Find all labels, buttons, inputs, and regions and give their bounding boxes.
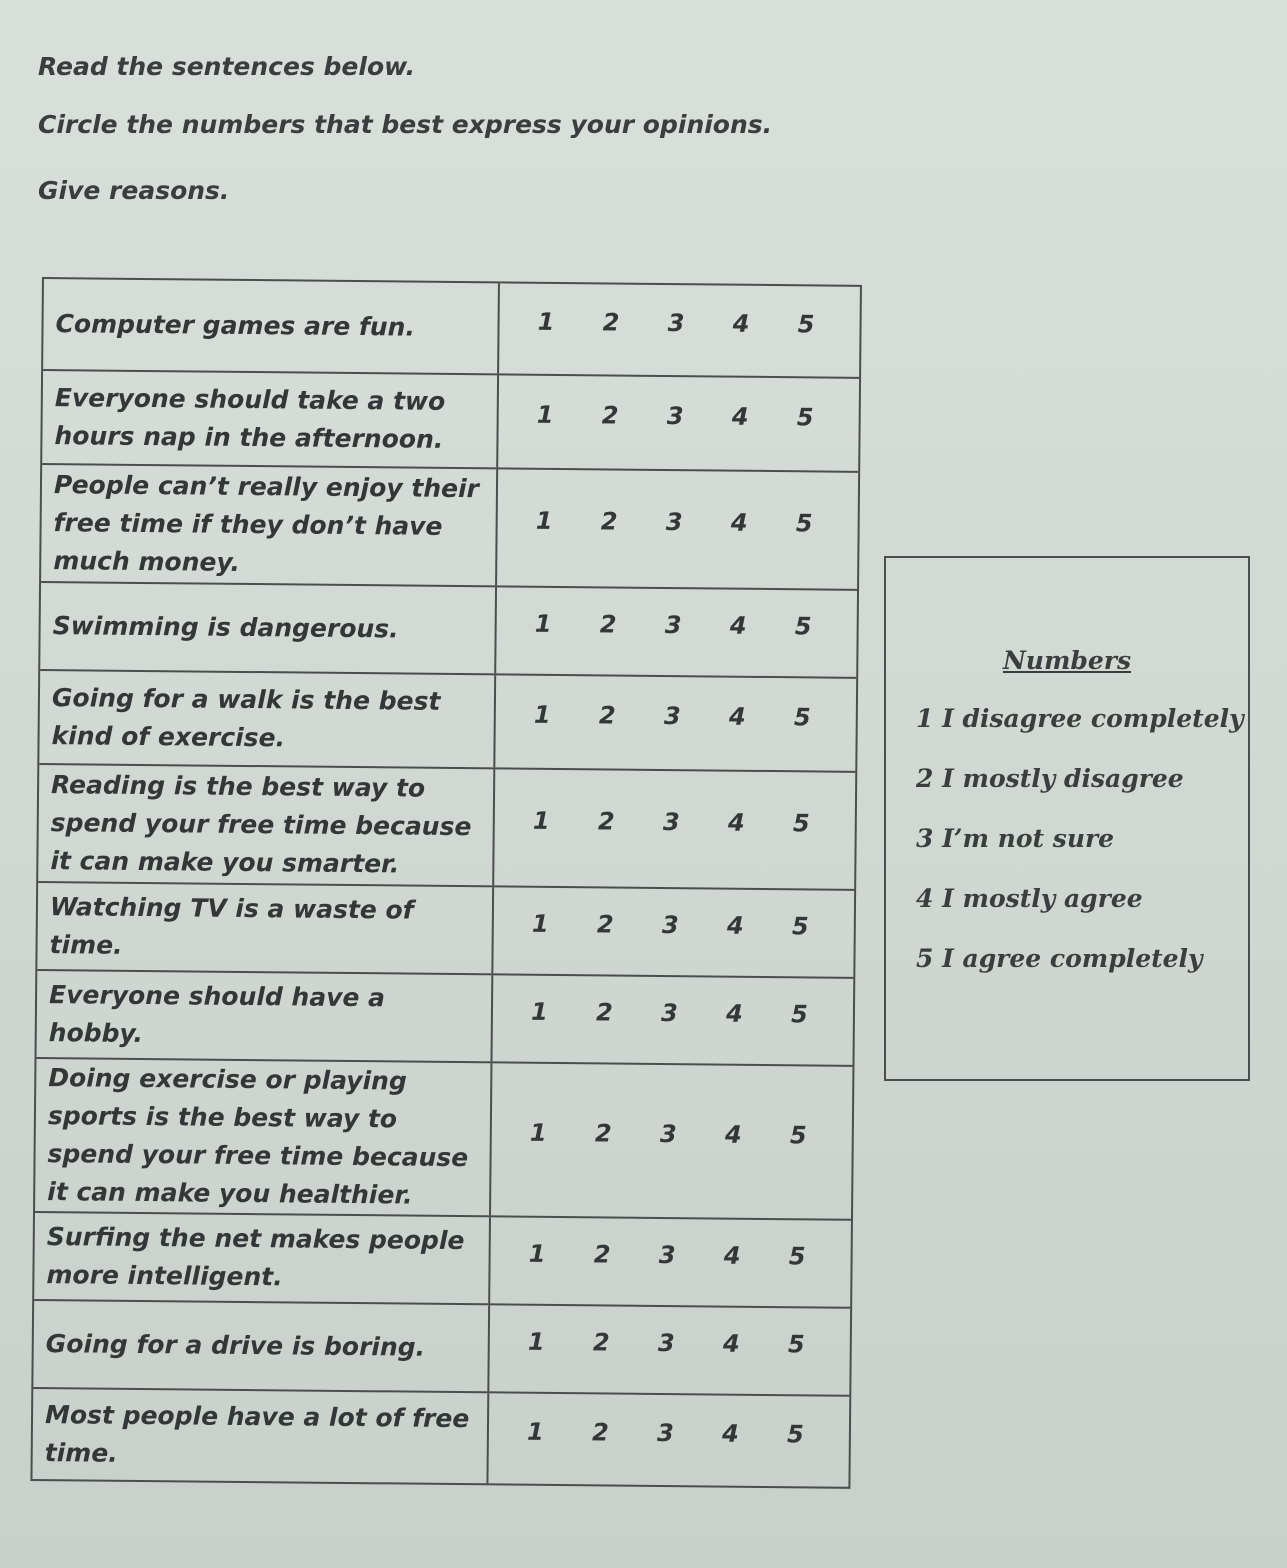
statement-text: Reading is the best way to spend your free time because it can make you smarter. <box>38 765 495 885</box>
statement-row <box>40 581 857 677</box>
rating-option-3[interactable]: 3 <box>656 1418 674 1448</box>
legend-item-1: 1 I disagree completely <box>916 704 1244 733</box>
rating-option-2[interactable]: 2 <box>595 998 613 1027</box>
rating-option-2[interactable]: 2 <box>593 1240 611 1269</box>
rating-option-3[interactable]: 3 <box>661 910 679 940</box>
rating-option-4[interactable]: 4 <box>726 911 744 940</box>
rating-option-1[interactable]: 1 <box>532 806 550 835</box>
rating-option-1[interactable]: 1 <box>535 506 553 535</box>
rating-option-3[interactable]: 3 <box>659 1119 677 1149</box>
statement-text: Everyone should take a two hours nap in the afternoon. <box>42 371 499 467</box>
rating-option-2[interactable]: 2 <box>591 1418 609 1447</box>
rating-option-4[interactable]: 4 <box>728 702 746 731</box>
rating-option-4[interactable]: 4 <box>732 309 750 338</box>
rating-option-1[interactable]: 1 <box>531 909 549 938</box>
numbers-legend <box>884 556 1250 1081</box>
rating-option-5[interactable]: 5 <box>792 809 810 838</box>
rating-scale <box>490 1217 851 1306</box>
statement-row <box>41 463 858 589</box>
statement-row <box>35 1057 852 1219</box>
statement-row <box>37 881 854 977</box>
rating-option-1[interactable]: 1 <box>526 1417 544 1446</box>
rating-option-5[interactable]: 5 <box>789 1121 807 1150</box>
rating-option-3[interactable]: 3 <box>658 1240 676 1270</box>
rating-option-5[interactable]: 5 <box>788 1242 806 1271</box>
statement-text: People can’t really enjoy their free time if they don’t have much money. <box>41 465 498 585</box>
legend-item-5: 5 I agree completely <box>916 944 1203 973</box>
rating-option-2[interactable]: 2 <box>601 401 619 430</box>
statement-row <box>34 1211 851 1307</box>
statement-row <box>32 1387 849 1487</box>
statement-text: Computer games are fun. <box>43 279 500 373</box>
legend-item-2: 2 I mostly disagree <box>916 764 1184 793</box>
rating-option-4[interactable]: 4 <box>725 999 743 1028</box>
rating-option-3[interactable]: 3 <box>667 309 685 338</box>
statement-row <box>37 969 854 1065</box>
rating-option-2[interactable]: 2 <box>592 1328 610 1357</box>
rating-option-5[interactable]: 5 <box>795 509 813 538</box>
rating-option-4[interactable]: 4 <box>731 402 749 431</box>
rating-option-1[interactable]: 1 <box>528 1239 546 1268</box>
statement-text: Swimming is dangerous. <box>40 583 497 673</box>
statement-text: Doing exercise or playing sports is the best way to spend your free time because it can make you healthier. <box>35 1059 492 1215</box>
rating-option-2[interactable]: 2 <box>594 1119 612 1148</box>
statement-text: Surfing the net makes people more intelligent. <box>34 1213 491 1303</box>
rating-option-2[interactable]: 2 <box>602 308 620 337</box>
rating-option-4[interactable]: 4 <box>730 508 748 537</box>
rating-option-5[interactable]: 5 <box>797 310 815 339</box>
rating-option-3[interactable]: 3 <box>666 402 684 431</box>
rating-scale <box>496 587 857 676</box>
statement-row <box>33 1299 850 1395</box>
statement-row <box>39 669 856 771</box>
rating-scale <box>497 469 858 588</box>
rating-option-5[interactable]: 5 <box>787 1330 805 1359</box>
rating-option-4[interactable]: 4 <box>721 1419 739 1448</box>
rating-scale <box>489 1305 850 1394</box>
opinion-table <box>30 277 862 1489</box>
rating-option-3[interactable]: 3 <box>664 610 682 640</box>
rating-option-2[interactable]: 2 <box>600 507 618 536</box>
rating-option-1[interactable]: 1 <box>534 609 552 638</box>
legend-item-4: 4 I mostly agree <box>916 884 1143 913</box>
statement-text: Most people have a lot of free time. <box>32 1389 489 1483</box>
rating-option-5[interactable]: 5 <box>793 703 811 732</box>
rating-option-2[interactable]: 2 <box>599 610 617 639</box>
instruction-reasons: Give reasons. <box>38 176 230 205</box>
rating-option-2[interactable]: 2 <box>596 910 614 939</box>
rating-option-4[interactable]: 4 <box>729 611 747 640</box>
rating-option-3[interactable]: 3 <box>662 807 680 837</box>
rating-option-4[interactable]: 4 <box>723 1241 741 1270</box>
statement-text: Going for a walk is the best kind of exercise. <box>39 671 496 767</box>
statement-text: Watching TV is a waste of time. <box>37 883 494 973</box>
rating-option-3[interactable]: 3 <box>665 508 683 537</box>
rating-scale <box>492 975 853 1064</box>
instruction-circle: Circle the numbers that best express your opinions. <box>38 110 773 139</box>
statement-row <box>42 369 859 471</box>
legend-item-3: 3 I’m not sure <box>916 824 1115 853</box>
rating-option-4[interactable]: 4 <box>727 808 745 837</box>
rating-option-5[interactable]: 5 <box>786 1420 804 1449</box>
statement-row <box>43 279 860 377</box>
rating-scale <box>493 887 854 976</box>
statement-row <box>38 763 855 889</box>
rating-option-5[interactable]: 5 <box>791 912 809 941</box>
rating-scale <box>498 375 859 470</box>
rating-option-2[interactable]: 2 <box>598 701 616 730</box>
rating-option-1[interactable]: 1 <box>530 997 548 1026</box>
rating-option-2[interactable]: 2 <box>597 807 615 836</box>
rating-option-1[interactable]: 1 <box>536 400 554 429</box>
rating-scale <box>495 675 856 770</box>
rating-option-4[interactable]: 4 <box>722 1329 740 1358</box>
rating-option-3[interactable]: 3 <box>657 1328 675 1358</box>
rating-option-1[interactable]: 1 <box>537 307 555 336</box>
rating-option-4[interactable]: 4 <box>724 1120 742 1149</box>
rating-option-1[interactable]: 1 <box>527 1327 545 1356</box>
rating-option-1[interactable]: 1 <box>533 700 551 729</box>
rating-option-5[interactable]: 5 <box>794 612 812 641</box>
rating-scale <box>488 1393 849 1486</box>
rating-option-5[interactable]: 5 <box>790 1000 808 1029</box>
legend-title: Numbers <box>1002 646 1132 675</box>
rating-scale <box>499 283 860 376</box>
rating-scale <box>491 1063 852 1218</box>
rating-option-3[interactable]: 3 <box>660 998 678 1028</box>
instruction-read: Read the sentences below. <box>38 52 416 81</box>
statement-text: Everyone should have a hobby. <box>37 971 494 1061</box>
rating-option-5[interactable]: 5 <box>796 403 814 432</box>
rating-scale <box>494 769 855 888</box>
rating-option-3[interactable]: 3 <box>663 701 681 731</box>
rating-option-1[interactable]: 1 <box>529 1118 547 1147</box>
statement-text: Going for a drive is boring. <box>33 1301 490 1391</box>
